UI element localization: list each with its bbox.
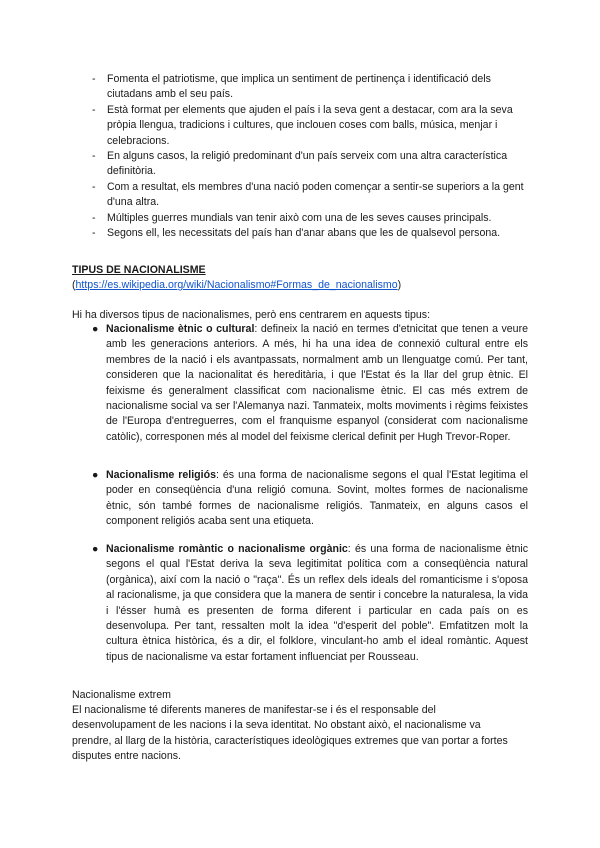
characteristics-list: [92, 72, 532, 241]
section-heading: TIPUS DE NACIONALISME: [72, 264, 206, 276]
list-item: - Està format per elements que ajuden el país i la seva gent a destacar, com ara la seva pròpia llengua, tradicions i cultures, que inclouen coses com balls, música, menjar i celebracions.: [92, 103, 513, 147]
bullet-term: Nacionalisme ètnic o cultural: [106, 323, 255, 335]
bullet-term: Nacionalisme religiós: [106, 469, 216, 481]
list-item: - Com a resultat, els membres d'una nació poden començar a sentir-se superiors a la gent d'una altra.: [92, 180, 524, 209]
bullet-term: Nacionalisme romàntic o nacionalisme orgànic: [106, 543, 348, 555]
bullet-icon: ●: [92, 469, 99, 481]
extreme-paragraph: El nacionalisme té diferents maneres de manifestar-se i és el responsable del desenvolupament de les nacions i la seva identitat. No obstant això, el nacionalisme va prendre, al llarg de la història, característiques ideològiques extremes que van portar a fortes disputes entre nacions.: [72, 704, 508, 763]
bullet-list-religious: [92, 468, 528, 530]
wikipedia-link[interactable]: https://es.wikipedia.org/wiki/Nacionalismo#Formas_de_nacionalismo: [75, 279, 398, 291]
bullet-list-ethnic: [92, 322, 528, 445]
bullet-item-romantic: ● Nacionalisme romàntic o nacionalisme orgànic: és una forma de nacionalisme ètnic segons el qual l'Estat deriva la seva legitimitat política com a conseqüència natural (orgànica), així com la nació o "raça". És un reflex dels ideals del romanticisme i s'oposa al racionalisme, ja que considera que la manera de sentir i concebre la naturalesa, la vida i l'ésser humà es presenten de forma diferent i particular en cada país on es desenvolupa. Per tant, ressalten molt la idea "d'esperit del poble". Emfatitzen molt la cultura ètnica històrica, és a dir, el folklore, vinculant-ho amb el ideal romàntic. Aquest tipus de nacionalisme va estar fortament influenciat per Rousseau.: [92, 543, 528, 663]
subsection-title: Nacionalisme extrem: [72, 689, 171, 701]
bullet-icon: ●: [92, 543, 99, 555]
bullet-item-religious: ● Nacionalisme religiós: és una forma de nacionalisme segons el qual l'Estat legitima el poder en conseqüència d'una religió comuna. Sovint, moltes formes de nacionalisme ètnic, són també formes de nacionalisme religiós. Tanmateix, en alguns casos el component religiós acaba sent una etiqueta.: [92, 469, 528, 528]
list-item: - En alguns casos, la religió predominant d'un país serveix com una altra característica definitòria.: [92, 150, 508, 178]
source-link-line: (https://es.wikipedia.org/wiki/Nacionalismo#Formas_de_nacionalismo): [72, 279, 402, 291]
bullet-item-ethnic: ● Nacionalisme ètnic o cultural: defineix la nació en termes d'etnicitat que tenen a veure amb les generacions anteriors. A més, hi ha una idea de connexió cultural entre els membres de la nació i els avantpassats, normalment amb un llenguatge comú. Per tant, consideren que la nacionalitat és hereditària, i que l'Estat és la llar del grup ètnic. El feixisme és generalment classificat com nacionalisme ètnic. El cas més extrem de nacionalisme social va ser l'Alemanya nazi. Tanmateix, molts moviments i règims feixistes de l'Europa d'entreguerres, com el franquisme espanyol (considerat com nacionalisme catòlic), corresponen més al model del feixisme clerical definit per Hugh Trevor-Roper.: [92, 323, 528, 443]
bullet-icon: ●: [92, 323, 99, 335]
list-item: - Múltiples guerres mundials van tenir això com una de les seves causes principals.: [92, 211, 492, 224]
intro-text: Hi ha diversos tipus de nacionalismes, però ens centrarem en aquests tipus:: [72, 309, 431, 321]
bullet-list-romantic: [92, 542, 528, 665]
list-item: - Segons ell, les necessitats del país han d'anar abans que les de qualsevol persona.: [92, 227, 501, 240]
list-item: - Fomenta el patriotisme, que implica un sentiment de pertinença i identificació dels ciutadans amb el seu país.: [92, 73, 491, 101]
